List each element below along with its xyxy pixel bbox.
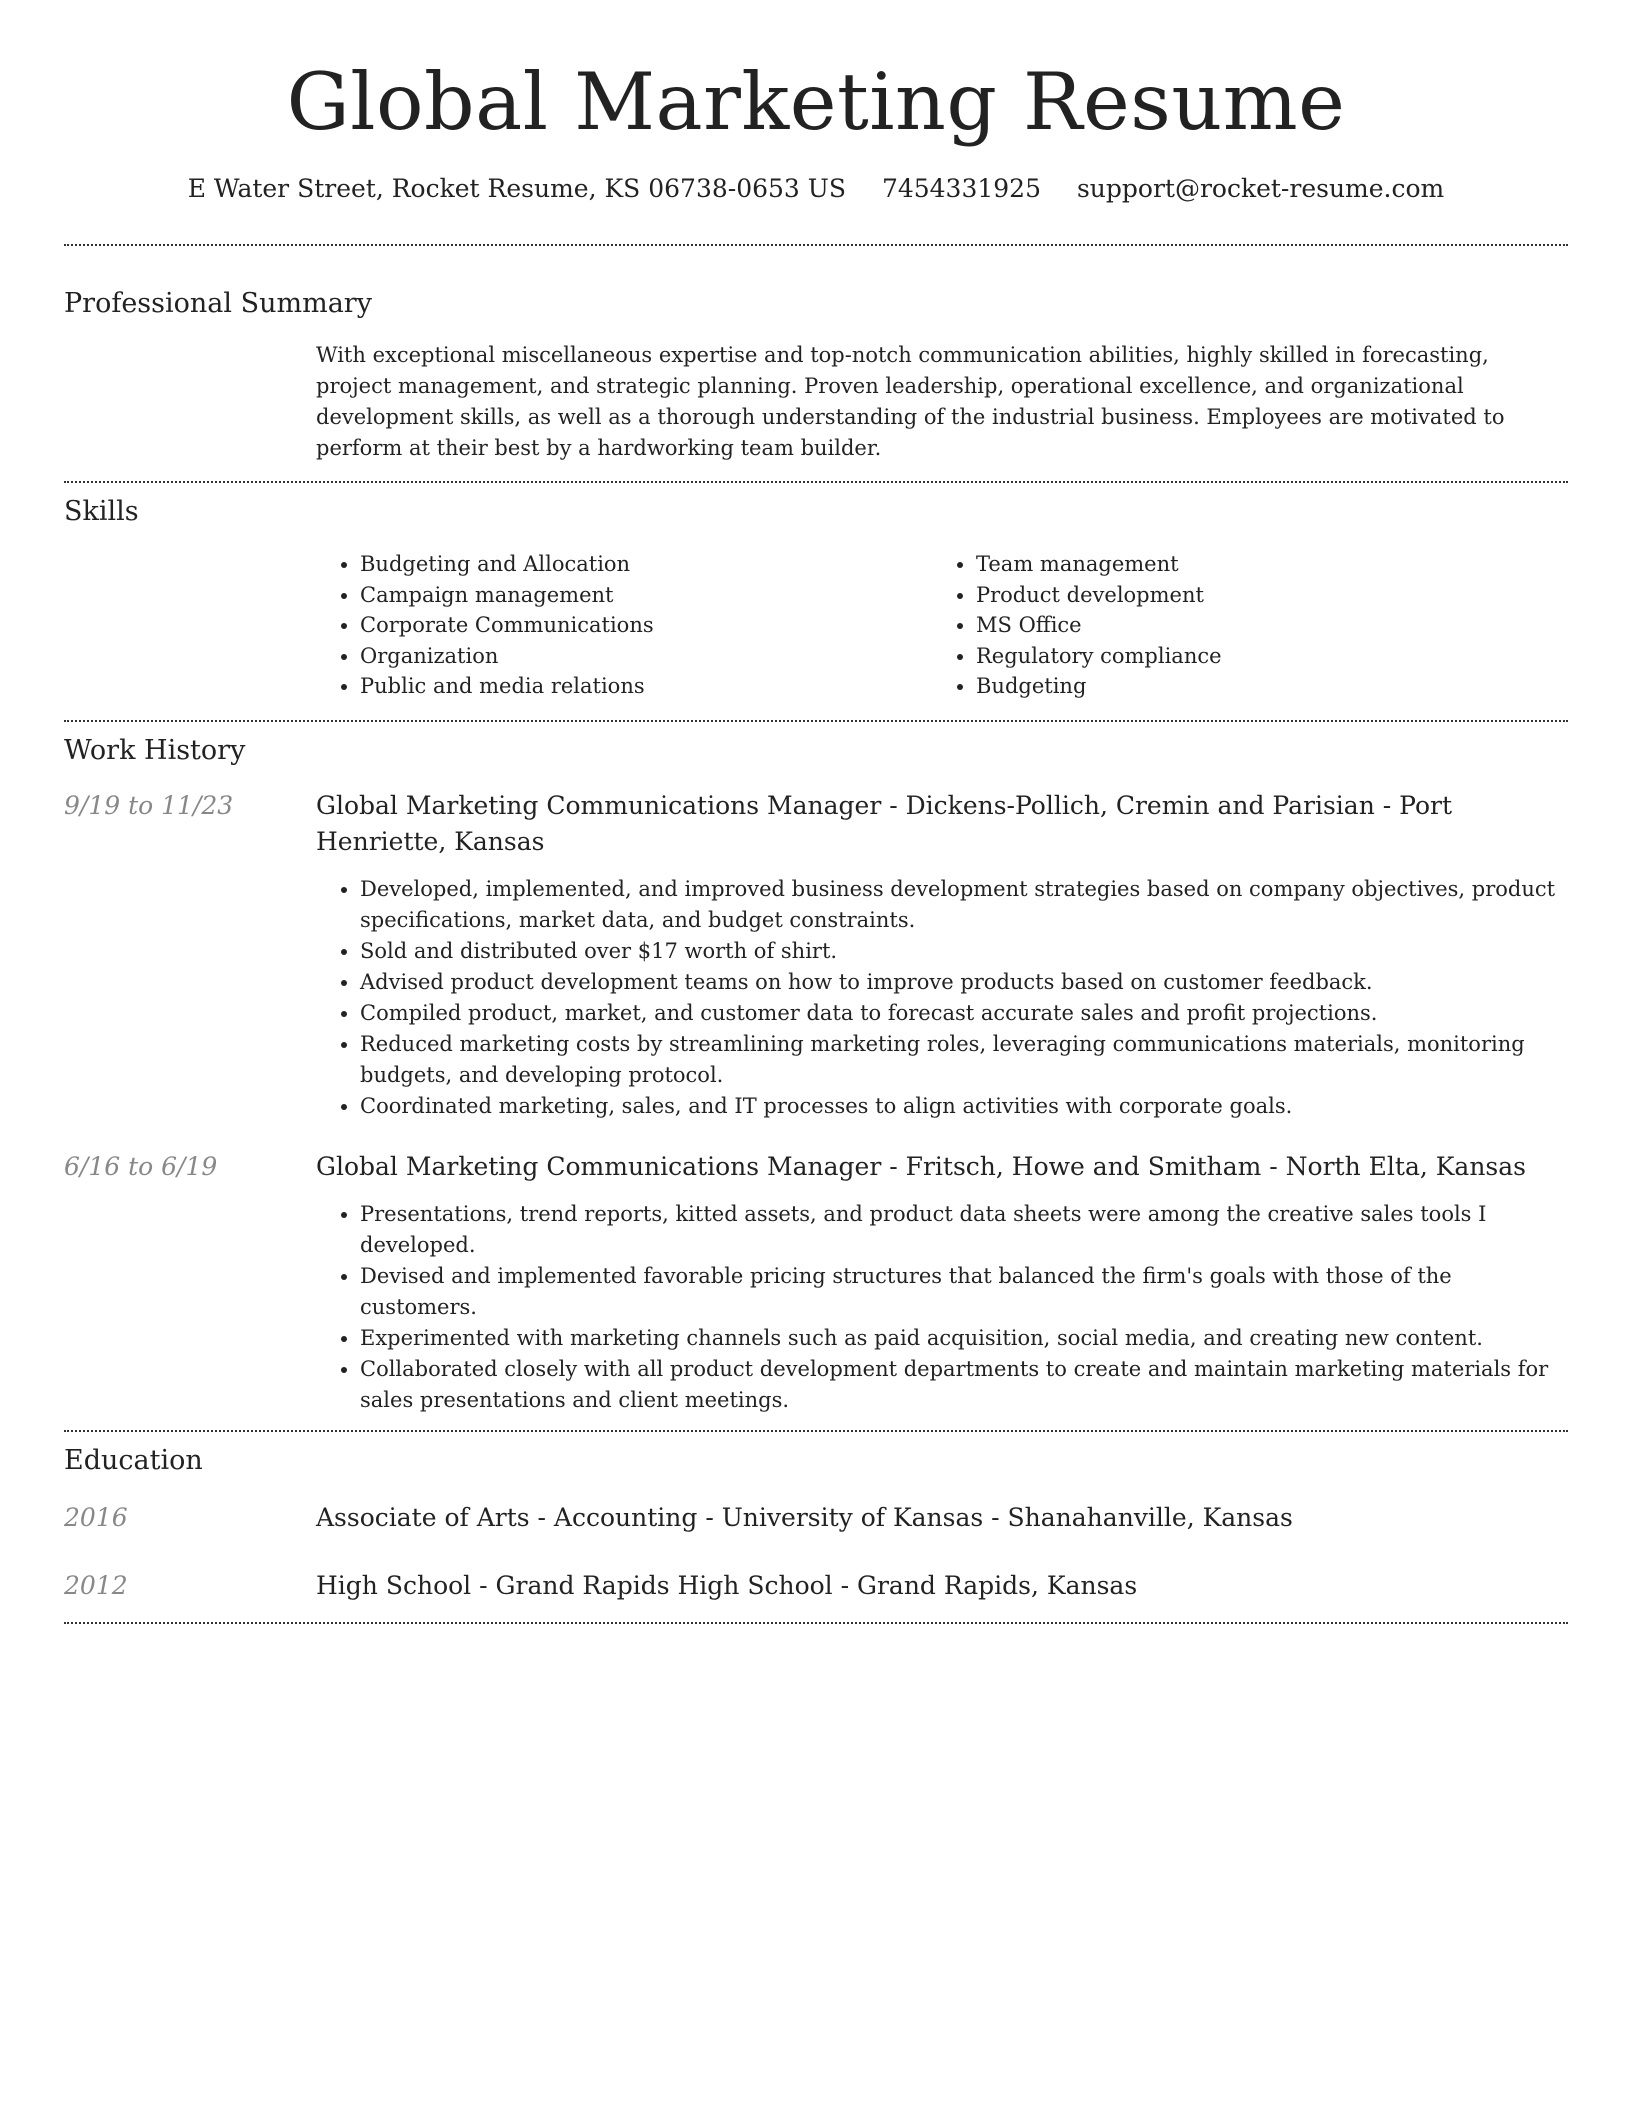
skill-item: • Product development xyxy=(976,580,1548,611)
job-entry xyxy=(64,788,1568,1122)
summary-content xyxy=(316,340,1568,464)
list-item: • Developed, implemented, and improved business development strategies based on company objectives, product specifications, market data, and budget constraints. xyxy=(360,874,1568,936)
skills-column-right xyxy=(932,549,1548,702)
section-title-skills: Skills xyxy=(64,496,139,527)
education-body xyxy=(316,1500,1568,1536)
skills-grid xyxy=(316,549,1568,702)
job-role: Global Marketing Communications Manager xyxy=(316,1151,882,1181)
job-entry xyxy=(64,1149,1568,1416)
skill-item: • Corporate Communications xyxy=(360,610,932,641)
contact-email: support@rocket-resume.com xyxy=(1076,174,1445,203)
job-title xyxy=(316,1149,1568,1185)
education-title xyxy=(316,1568,1568,1604)
contact-phone: 7454331925 xyxy=(881,174,1041,203)
list-item: • Presentations, trend reports, kitted assets, and product data sheets were among the creative sales tools I developed. xyxy=(360,1199,1568,1261)
education-title xyxy=(316,1500,1568,1536)
contact-line xyxy=(64,172,1568,206)
skill-item: • MS Office xyxy=(976,610,1548,641)
summary-text: With exceptional miscellaneous expertise and top-notch communication abilities, highly skilled in forecasting, project management, and strategic planning. Proven leadership, operational excellence, and organizational development skills, as well as a thorough understanding of the industrial business. Employees are motivated to perform at their best by a hardworking team builder. xyxy=(316,343,1505,460)
job-bullets xyxy=(316,1199,1568,1416)
list-item: • Collaborated closely with all product development departments to create and maintain marketing materials for sales presentations and client meetings. xyxy=(360,1354,1568,1416)
section-title-work: Work History xyxy=(64,734,246,766)
skill-item: • Campaign management xyxy=(360,580,932,611)
list-item: • Reduced marketing costs by streamlining marketing roles, leveraging communications materials, monitoring budgets, and developing protocol. xyxy=(360,1029,1568,1091)
work-section xyxy=(64,722,1568,1416)
section-title-summary: Professional Summary xyxy=(64,288,372,319)
education-degree: High School xyxy=(316,1570,472,1600)
job-role: Global Marketing Communications Manager xyxy=(316,790,882,820)
skills-section xyxy=(64,483,1568,702)
education-body xyxy=(316,1568,1568,1604)
education-year: 2012 xyxy=(64,1570,128,1600)
job-employer: - Fritsch, Howe and Smitham - North Elta, Kansas xyxy=(881,1151,1526,1181)
education-year: 2016 xyxy=(64,1502,128,1532)
education-degree: Associate of Arts xyxy=(316,1502,530,1532)
section-title-education: Education xyxy=(64,1444,203,1476)
resume-header xyxy=(64,0,1568,206)
skill-item: • Team management xyxy=(976,549,1548,580)
skill-item: • Public and media relations xyxy=(360,671,932,702)
job-body xyxy=(316,1149,1568,1416)
education-entry xyxy=(64,1500,1568,1536)
list-item: • Experimented with marketing channels such as paid acquisition, social media, and creating new content. xyxy=(360,1323,1568,1354)
list-item: • Devised and implemented favorable pricing structures that balanced the firm's goals with those of the customers. xyxy=(360,1261,1568,1323)
education-section xyxy=(64,1432,1568,1604)
job-employer: - Dickens-Pollich, Cremin and Parisian - Port Henriette, Kansas xyxy=(316,790,1452,856)
education-school: - Accounting - University of Kansas - Shanahanville, Kansas xyxy=(529,1502,1293,1532)
skill-item: • Regulatory compliance xyxy=(976,641,1548,672)
resume-name: Global Marketing Resume xyxy=(286,56,1346,148)
skills-column-left xyxy=(316,549,932,702)
job-dates: 6/16 to 6/19 xyxy=(64,1151,218,1181)
job-dates: 9/19 to 11/23 xyxy=(64,790,234,820)
list-item: • Advised product development teams on how to improve products based on customer feedback. xyxy=(360,967,1568,998)
list-item: • Sold and distributed over $17 worth of shirt. xyxy=(360,936,1568,967)
skill-item: • Budgeting xyxy=(976,671,1548,702)
job-title xyxy=(316,788,1568,860)
job-bullets xyxy=(316,874,1568,1122)
summary-section xyxy=(64,246,1568,464)
education-entry xyxy=(64,1568,1568,1604)
skill-item: • Budgeting and Allocation xyxy=(360,549,932,580)
divider xyxy=(64,1622,1568,1624)
skill-item: • Organization xyxy=(360,641,932,672)
education-school: - Grand Rapids High School - Grand Rapids, Kansas xyxy=(471,1570,1138,1600)
job-body xyxy=(316,788,1568,1122)
list-item: • Compiled product, market, and customer data to forecast accurate sales and profit projections. xyxy=(360,998,1568,1029)
contact-address: E Water Street, Rocket Resume, KS 06738-0653 US xyxy=(187,174,846,203)
list-item: • Coordinated marketing, sales, and IT processes to align activities with corporate goals. xyxy=(360,1091,1568,1122)
